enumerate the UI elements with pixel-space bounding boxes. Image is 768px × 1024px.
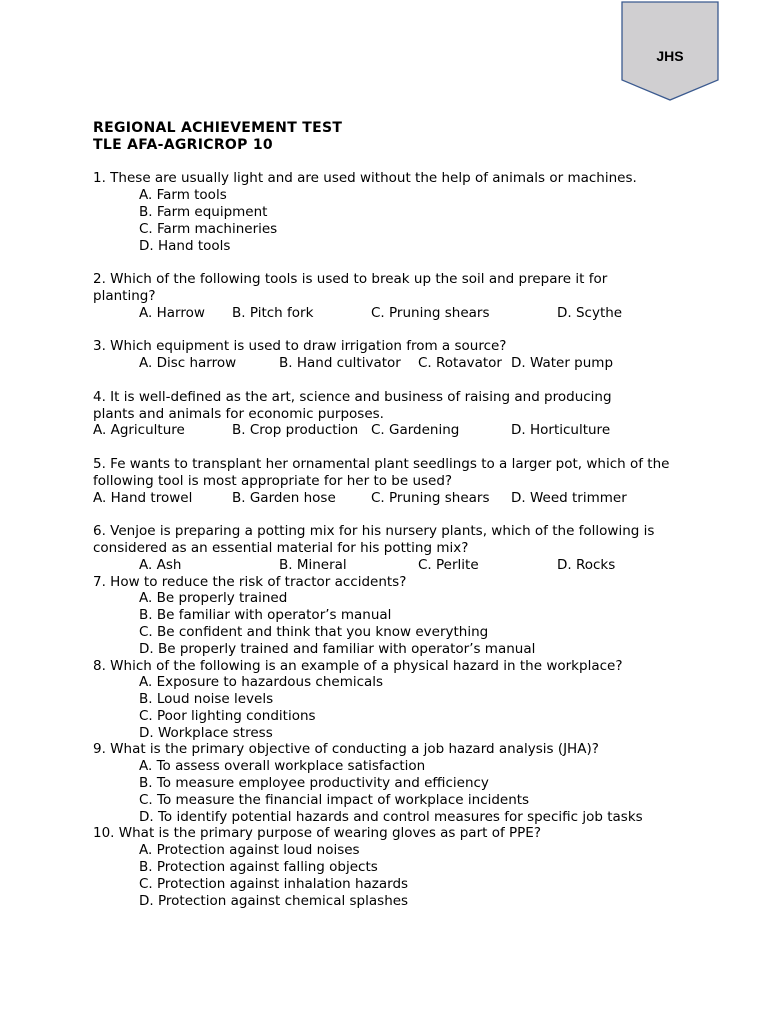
answer-option: A. Disc harrow (139, 355, 237, 372)
question-stem: 7. How to reduce the risk of tractor accidents? (93, 573, 407, 590)
answer-options-row (93, 305, 693, 322)
answer-option: B. Crop production (232, 422, 359, 439)
question-stem: 3. Which equipment is used to draw irrigation from a source? (93, 338, 507, 355)
question-7 (93, 574, 693, 658)
test-document (93, 120, 693, 909)
question-3 (93, 338, 693, 372)
answer-option: A. Agriculture (93, 422, 185, 439)
answer-option: B. Be familiar with operator’s manual (139, 607, 392, 624)
answer-option: B. Mineral (279, 556, 347, 573)
answer-option: C. Protection against inhalation hazards (139, 875, 409, 892)
question-10 (93, 825, 693, 909)
answer-options-row (93, 490, 693, 507)
answer-option: C. Rotavator (418, 355, 502, 372)
answer-option: C. Pruning shears (371, 489, 490, 506)
answer-option: B. To measure employee productivity and efficiency (139, 775, 489, 792)
answer-option: B. Farm equipment (139, 203, 268, 220)
answer-option: A. Harrow (139, 304, 205, 321)
answer-option: A. Exposure to hazardous chemicals (139, 674, 384, 691)
answer-option: C. Be confident and think that you know everything (139, 623, 489, 640)
answer-option: D. Water pump (511, 355, 614, 372)
question-stem: 8. Which of the following is an example of a physical hazard in the workplace? (93, 657, 623, 674)
question-stem: 10. What is the primary purpose of wearing gloves as part of PPE? (93, 825, 541, 842)
question-2 (93, 271, 693, 321)
answer-option: D. Protection against chemical splashes (139, 892, 409, 909)
answer-option: A. To assess overall workplace satisfaction (139, 758, 426, 775)
answer-option: C. Pruning shears (371, 304, 490, 321)
answer-option: D. Scythe (557, 304, 623, 321)
answer-option: C. Poor lighting conditions (139, 707, 316, 724)
test-subtitle: TLE AFA-AGRICROP 10 (93, 136, 273, 153)
question-stem: 4. It is well-defined as the art, science and business of raising and producing plants and animals for economic purposes. (93, 388, 612, 422)
question-stem: 6. Venjoe is preparing a potting mix for his nursery plants, which of the following is considered as an essential material for his potting mix? (93, 523, 655, 556)
question-4 (93, 389, 693, 439)
answer-options-row (93, 557, 693, 574)
answer-option: C. To measure the financial impact of workplace incidents (139, 791, 530, 808)
answer-options-row (93, 422, 693, 439)
question-9 (93, 741, 693, 825)
answer-option: D. Be properly trained and familiar with operator’s manual (139, 640, 536, 657)
answer-options-row (93, 355, 693, 372)
answer-option: D. Horticulture (511, 422, 611, 439)
answer-option: C. Perlite (418, 556, 479, 573)
question-stem: 1. These are usually light and are used without the help of animals or machines. (93, 170, 637, 187)
answer-option: B. Garden hose (232, 489, 336, 506)
answer-option: B. Pitch fork (232, 304, 314, 321)
jhs-badge-label: JHS (656, 48, 684, 64)
answer-option: A. Ash (139, 556, 182, 573)
answer-option: D. To identify potential hazards and control measures for specific job tasks (139, 808, 643, 825)
answer-option: A. Protection against loud noises (139, 842, 360, 859)
question-stem: 9. What is the primary objective of conducting a job hazard analysis (JHA)? (93, 741, 599, 758)
answer-option: B. Protection against falling objects (139, 859, 378, 876)
answer-option: D. Workplace stress (139, 724, 273, 741)
question-8 (93, 658, 693, 742)
question-6 (93, 523, 693, 573)
answer-option: D. Hand tools (139, 237, 231, 254)
answer-option: D. Rocks (557, 556, 616, 573)
test-title: REGIONAL ACHIEVEMENT TEST (93, 120, 343, 136)
question-5 (93, 456, 693, 506)
answer-option: B. Hand cultivator (279, 355, 401, 372)
question-1 (93, 170, 693, 254)
answer-option: C. Farm machineries (139, 220, 278, 237)
answer-option: A. Be properly trained (139, 590, 288, 607)
question-stem: 5. Fe wants to transplant her ornamental plant seedlings to a larger pot, which of the following tool is most appropriate for her to be used? (93, 455, 670, 489)
answer-option: A. Hand trowel (93, 489, 193, 506)
answer-option: D. Weed trimmer (511, 489, 627, 506)
answer-option: A. Farm tools (139, 187, 227, 204)
question-stem: 2. Which of the following tools is used to break up the soil and prepare it for planting? (93, 271, 608, 304)
answer-option: B. Loud noise levels (139, 691, 274, 708)
answer-option: C. Gardening (371, 422, 460, 439)
